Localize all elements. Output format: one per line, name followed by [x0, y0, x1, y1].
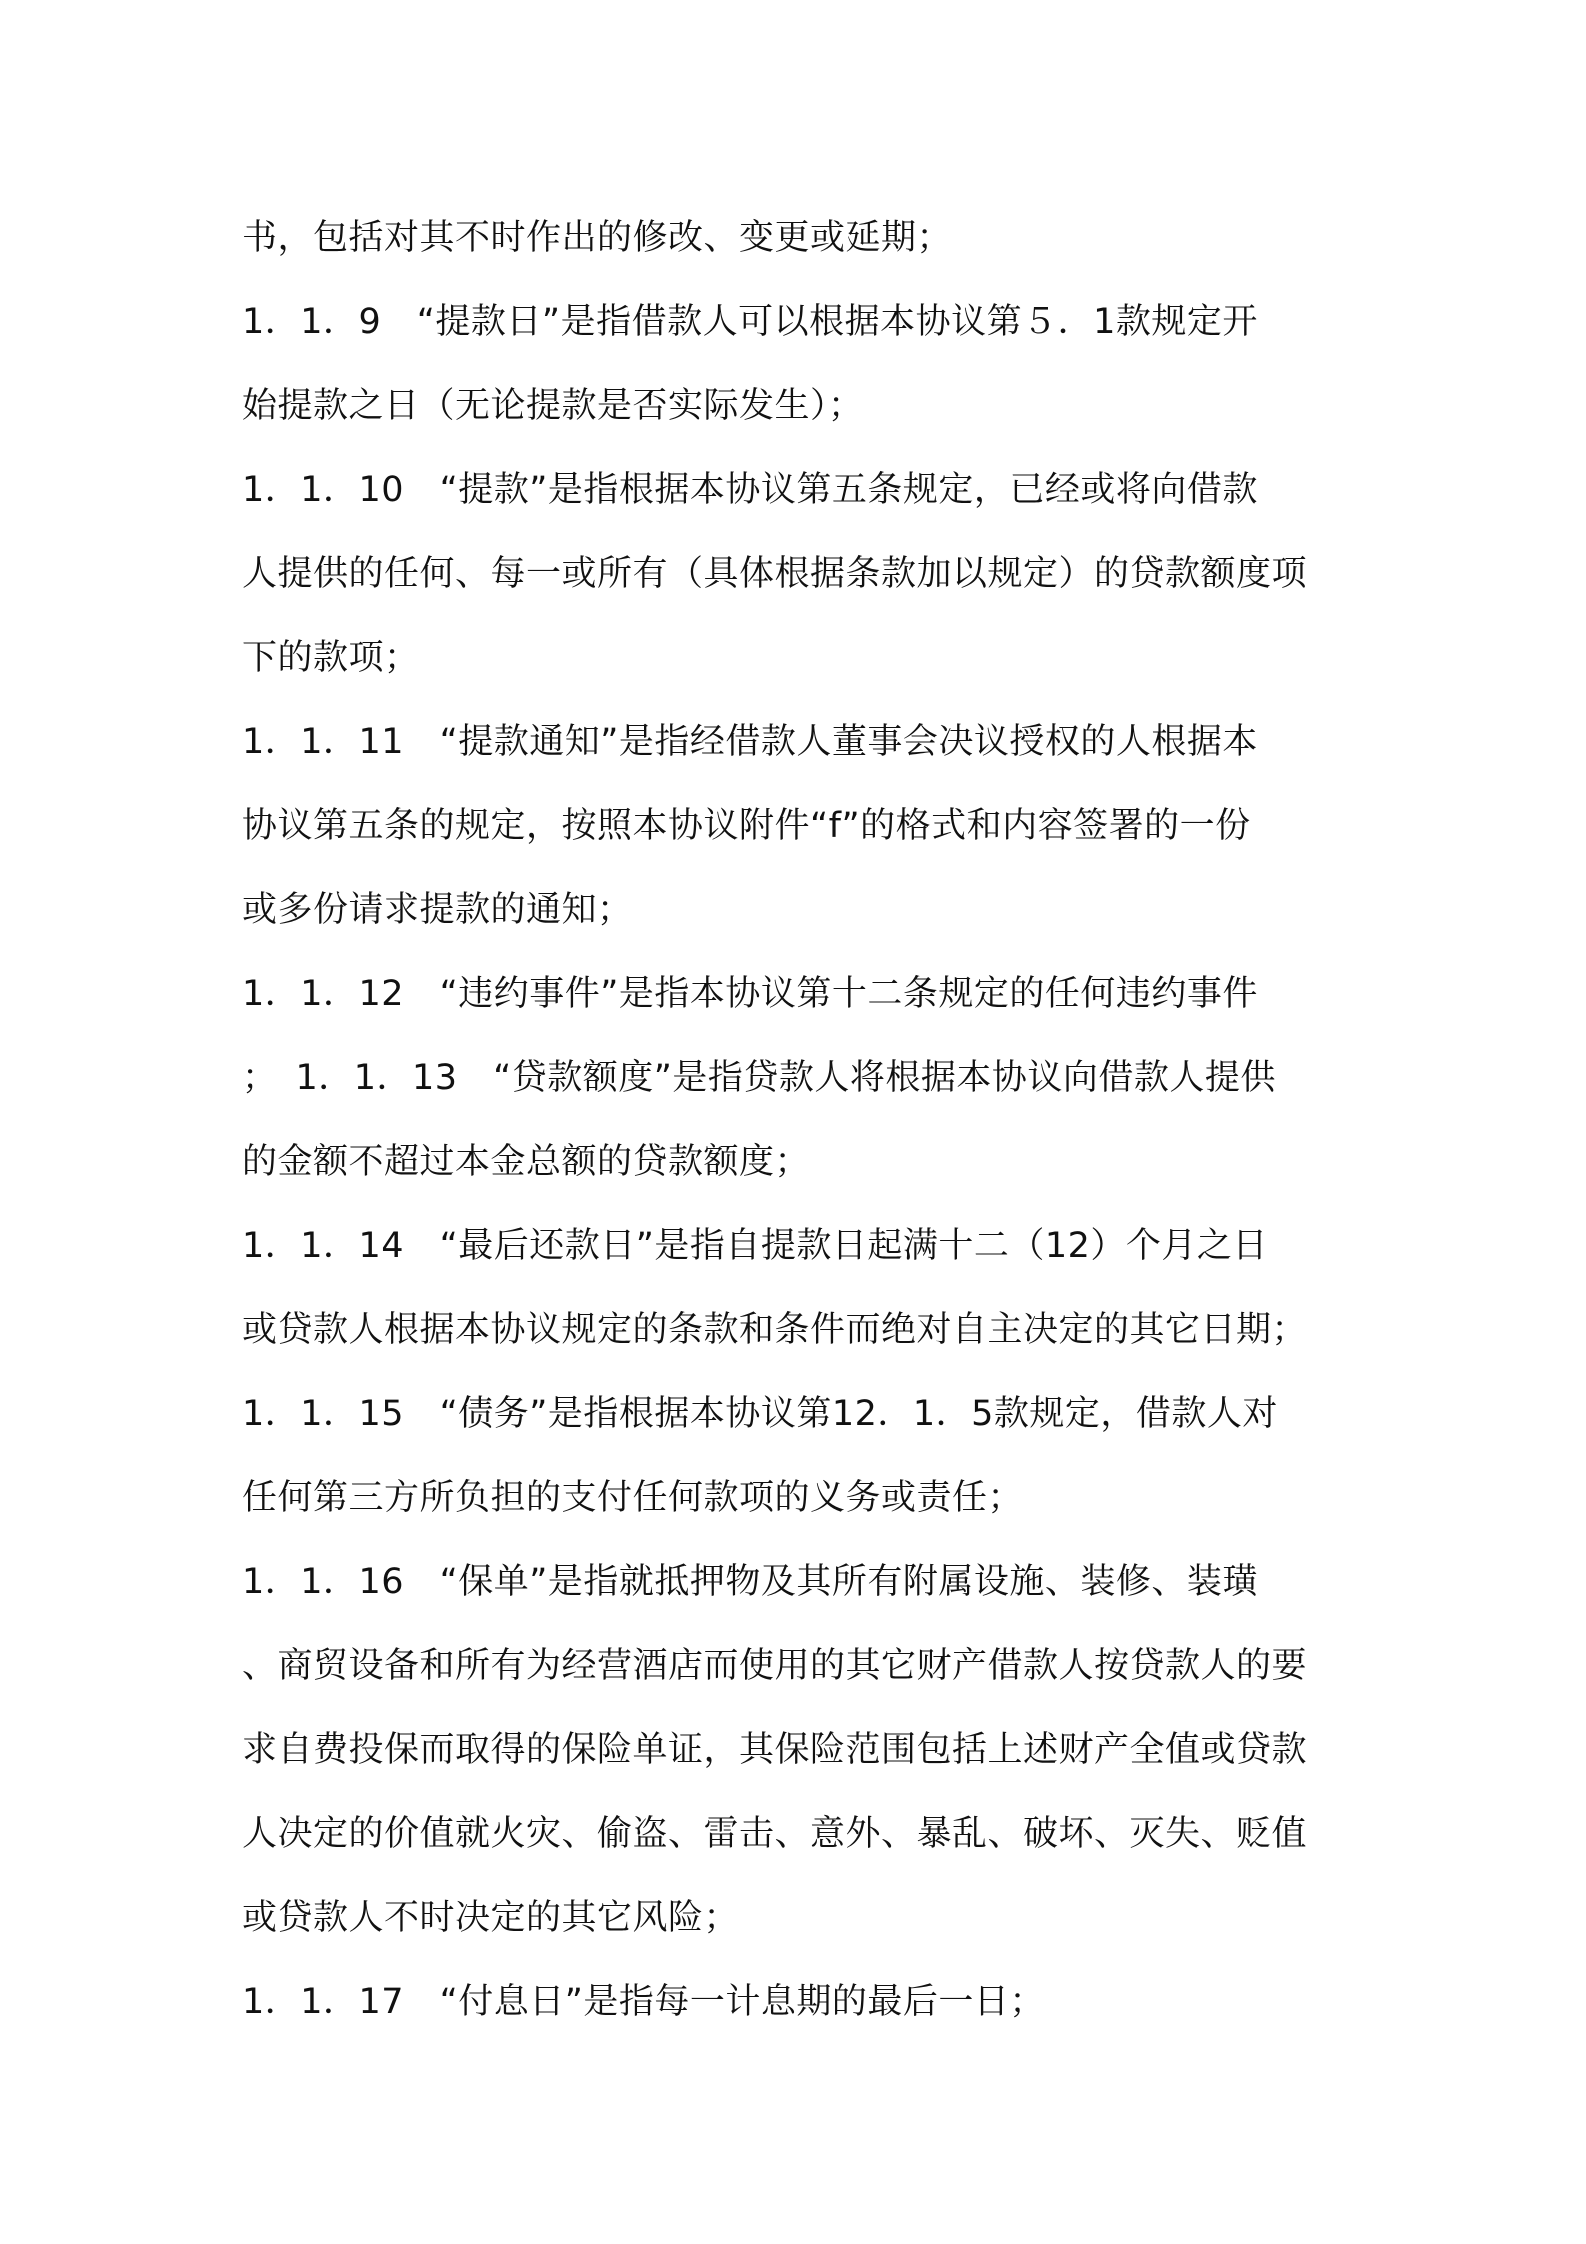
text-line: 1．1．12 “违约事件”是指本协议第十二条规定的任何违约事件	[242, 974, 1258, 1014]
text-line: 1．1．10 “提款”是指根据本协议第五条规定，已经或将向借款	[242, 470, 1258, 510]
text-line: 或贷款人不时决定的其它风险；	[242, 1898, 740, 1938]
text-line: 人提供的任何、每一或所有（具体根据条款加以规定）的贷款额度项	[242, 554, 1308, 594]
text-line: 人决定的价值就火灾、偷盗、雷击、意外、暴乱、破坏、灭失、贬值	[242, 1814, 1308, 1854]
text-line: 1．1．17 “付息日”是指每一计息期的最后一日；	[242, 1982, 1045, 2022]
text-line: 始提款之日（无论提款是否实际发生）；	[242, 386, 864, 426]
text-line: 或贷款人根据本协议规定的条款和条件而绝对自主决定的其它日期；	[242, 1310, 1308, 1350]
text-line: 1．1．16 “保单”是指就抵押物及其所有附属设施、装修、装璜	[242, 1562, 1258, 1602]
text-line: 协议第五条的规定，按照本协议附件“f”的格式和内容签署的一份	[242, 806, 1251, 846]
text-line: 1．1．11 “提款通知”是指经借款人董事会决议授权的人根据本	[242, 722, 1258, 762]
text-line: 的金额不超过本金总额的贷款额度；	[242, 1142, 811, 1182]
text-line: 1．1．14 “最后还款日”是指自提款日起满十二（12）个月之日	[242, 1226, 1268, 1266]
text-line: 、商贸设备和所有为经营酒店而使用的其它财产借款人按贷款人的要	[242, 1646, 1308, 1686]
text-line: 1．1．9 “提款日”是指借款人可以根据本协议第５．1款规定开	[242, 302, 1258, 342]
text-line: 下的款项；	[242, 638, 420, 678]
document-body	[242, 196, 1362, 2044]
text-line: 求自费投保而取得的保险单证，其保险范围包括上述财产全值或贷款	[242, 1730, 1308, 1770]
text-line: 任何第三方所负担的支付任何款项的义务或责任；	[242, 1478, 1024, 1518]
text-line: 或多份请求提款的通知；	[242, 890, 633, 930]
text-line: ； 1．1．13 “贷款额度”是指贷款人将根据本协议向借款人提供	[242, 1058, 1276, 1098]
text-line: 书，包括对其不时作出的修改、变更或延期；	[242, 218, 953, 258]
text-line: 1．1．15 “债务”是指根据本协议第12．1．5款规定，借款人对	[242, 1394, 1278, 1434]
